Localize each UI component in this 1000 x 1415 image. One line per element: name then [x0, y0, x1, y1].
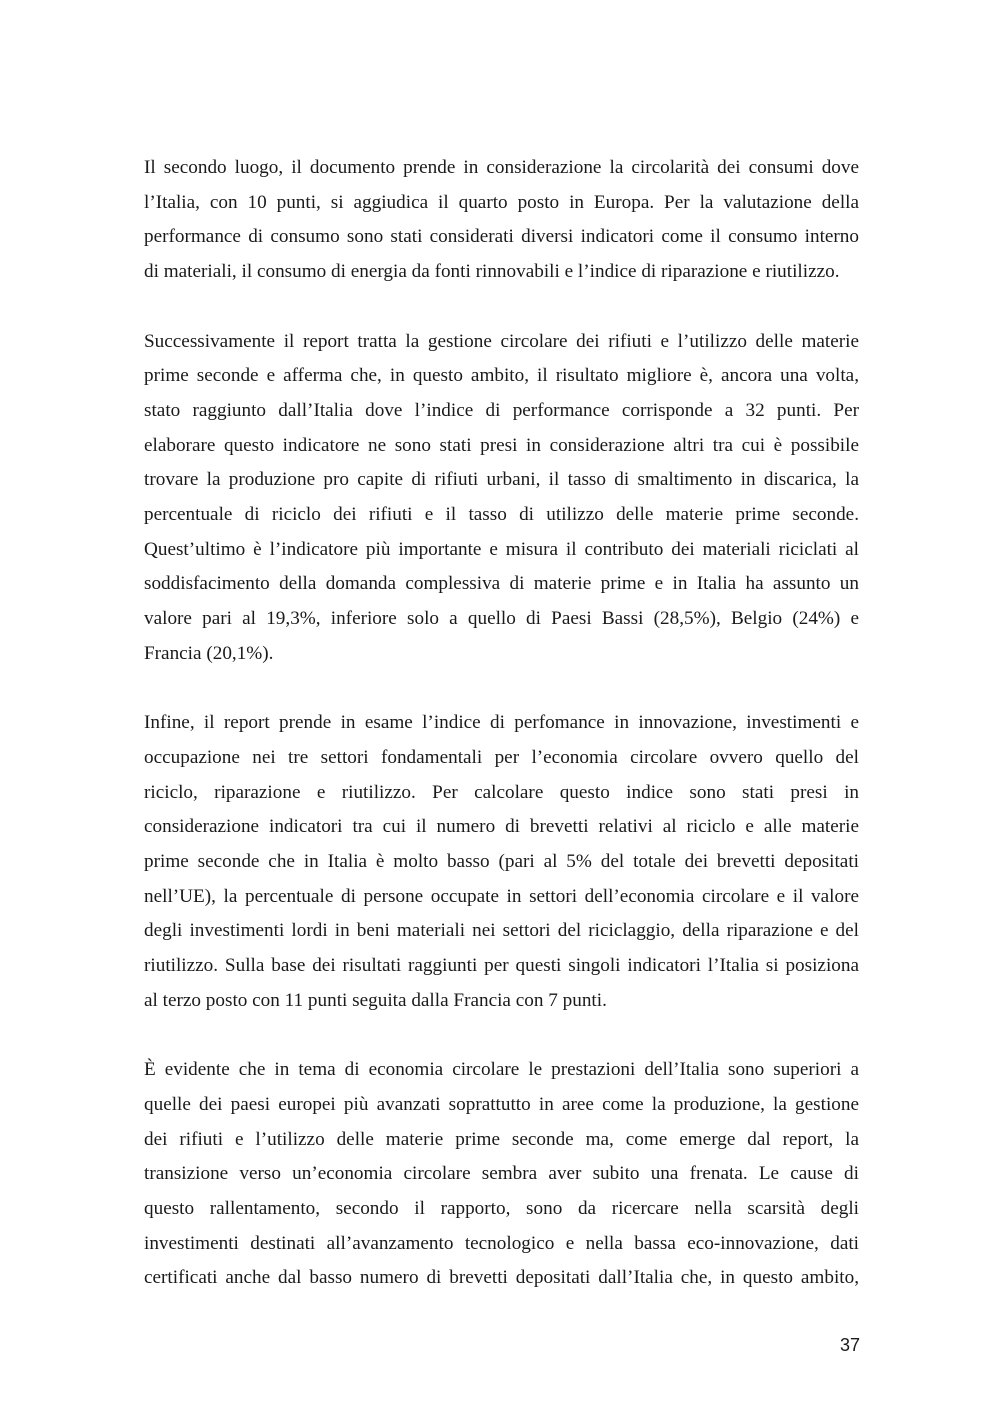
text-line: transizione verso un’economia circolare sembra aver subito una frenata. Le cause di	[144, 1163, 859, 1185]
text-line: riutilizzo. Sulla base dei risultati raggiunti per questi singoli indicatori l’Italia si posiziona	[144, 955, 859, 977]
body-text	[144, 151, 859, 1296]
text-line: quelle dei paesi europei più avanzati soprattutto in aree come la produzione, la gestione	[144, 1093, 859, 1115]
text-line: degli investimenti lordi in beni materiali nei settori del riciclaggio, della riparazione e del	[144, 920, 859, 942]
text-line: Il secondo luogo, il documento prende in considerazione la circolarità dei consumi dove	[144, 157, 859, 178]
text-line: Infine, il report prende in esame l’indice di perfomance in innovazione, investimenti e	[144, 712, 859, 734]
text-line: Quest’ultimo è l’indicatore più importante e misura il contributo dei materiali riciclati al	[144, 538, 859, 560]
text-line: elaborare questo indicatore ne sono stati presi in considerazione altri tra cui è possibile	[144, 434, 859, 456]
text-line: considerazione indicatori tra cui il numero di brevetti relativi al riciclo e alle materie	[144, 816, 859, 838]
paragraph-consumption-circularity	[144, 151, 859, 290]
text-line: investimenti destinati all’avanzamento tecnologico e nella bassa eco-innovazione, dati	[144, 1232, 859, 1254]
paragraph-conclusion	[144, 1053, 859, 1296]
text-line: È evidente che in tema di economia circolare le prestazioni dell’Italia sono superiori a	[144, 1059, 859, 1081]
text-line: questo rallentamento, secondo il rapporto, sono da ricercare nella scarsità degli	[144, 1198, 859, 1220]
text-line: nell’UE), la percentuale di persone occupate in settori dell’economia circolare e il valore	[144, 885, 859, 907]
text-line: trovare la produzione pro capite di rifiuti urbani, il tasso di smaltimento in discarica, la	[144, 469, 859, 491]
text-line: prime seconde e afferma che, in questo ambito, il risultato migliore è, ancora una volta,	[144, 365, 859, 387]
text-line: al terzo posto con 11 punti seguita dalla Francia con 7 punti.	[144, 989, 607, 1011]
paragraph-innovation-investment	[144, 706, 859, 1018]
text-line: occupazione nei tre settori fondamentali per l’economia circolare ovvero quello del	[144, 746, 859, 768]
text-line: certificati anche dal basso numero di brevetti depositati dall’Italia che, in questo ambito,	[144, 1267, 859, 1289]
text-line: Francia (20,1%).	[144, 642, 274, 664]
text-line: prime seconde che in Italia è molto basso (pari al 5% del totale dei brevetti depositati	[144, 851, 859, 873]
text-line: Successivamente il report tratta la gestione circolare dei rifiuti e l’utilizzo delle materie	[144, 330, 859, 352]
text-line: di materiali, il consumo di energia da fonti rinnovabili e l’indice di riparazione e riutilizzo.	[144, 261, 840, 283]
text-line: valore pari al 19,3%, inferiore solo a quello di Paesi Bassi (28,5%), Belgio (24%) e	[144, 608, 859, 630]
text-line: soddisfacimento della domanda complessiva di materie prime e in Italia ha assunto un	[144, 573, 859, 595]
text-line: riciclo, riparazione e riutilizzo. Per calcolare questo indice sono stati presi in	[144, 781, 859, 803]
text-line: performance di consumo sono stati considerati diversi indicatori come il consumo interno	[144, 226, 859, 248]
text-line: dei rifiuti e l’utilizzo delle materie prime seconde ma, come emerge dal report, la	[144, 1128, 859, 1150]
text-line: stato raggiunto dall’Italia dove l’indice di performance corrisponde a 32 punti. Per	[144, 399, 859, 421]
page-number: 37	[839, 1335, 860, 1355]
text-line: l’Italia, con 10 punti, si aggiudica il quarto posto in Europa. Per la valutazione della	[144, 191, 859, 213]
text-line: percentuale di riciclo dei rifiuti e il tasso di utilizzo delle materie prime seconde.	[144, 504, 859, 526]
paragraph-waste-management	[144, 325, 859, 672]
